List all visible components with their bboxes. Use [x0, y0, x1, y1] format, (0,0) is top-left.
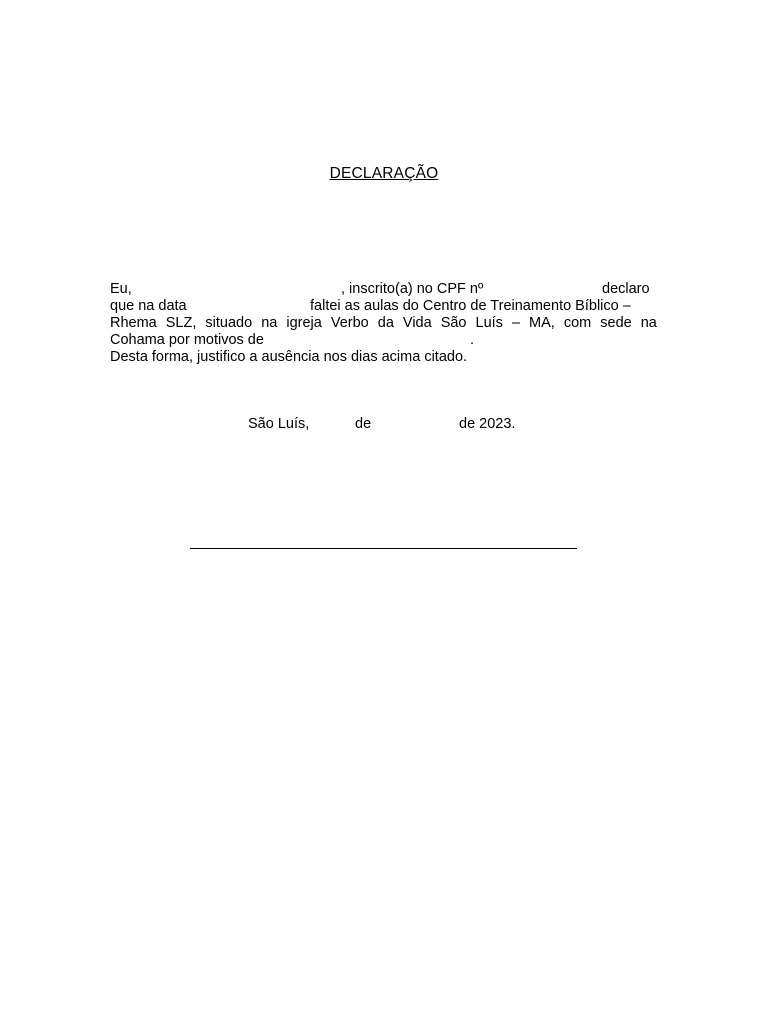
- line3-word: com: [563, 315, 592, 331]
- line3-word: igreja: [286, 315, 322, 331]
- line3-word: Rhema: [110, 315, 157, 331]
- paragraph-line-4: [110, 332, 657, 349]
- line1-text-c: declaro: [602, 281, 650, 297]
- date-city: São Luís,: [248, 416, 310, 432]
- date-year: de 2023.: [459, 416, 516, 432]
- line3-word: da: [377, 315, 394, 331]
- line3-word: situado: [205, 315, 253, 331]
- paragraph-line-5: [110, 349, 657, 366]
- line3-word: MA,: [529, 315, 555, 331]
- line4-text-b: .: [470, 332, 475, 348]
- date-line: [0, 416, 768, 433]
- line3-word: Vida: [402, 315, 432, 331]
- line1-text-a: Eu,: [110, 281, 132, 297]
- paragraph-line-3: [110, 315, 657, 332]
- paragraph-line-2: [110, 298, 657, 315]
- line2-text-a: que na data: [110, 298, 187, 314]
- line1-text-b: , inscrito(a) no CPF nº: [341, 281, 484, 297]
- line3-word: SLZ,: [165, 315, 197, 331]
- line2-text-b: faltei as aulas do Centro de Treinamento Bíblico –: [310, 298, 631, 314]
- line3-word: na: [640, 315, 657, 331]
- line3-word: –: [511, 315, 521, 331]
- line3-word: na: [261, 315, 278, 331]
- date-de: de: [355, 416, 372, 432]
- document-title: DECLARAÇÃO: [329, 165, 439, 182]
- line3-word: sede: [600, 315, 632, 331]
- line3-word: São: [440, 315, 467, 331]
- paragraph-line-1: [110, 281, 657, 298]
- line3-word: Verbo: [330, 315, 369, 331]
- line5-text: Desta forma, justifico a ausência nos dias acima citado.: [110, 349, 468, 365]
- signature-line: [190, 548, 577, 549]
- line4-text-a: Cohama por motivos de: [110, 332, 264, 348]
- line3-word: Luís: [475, 315, 503, 331]
